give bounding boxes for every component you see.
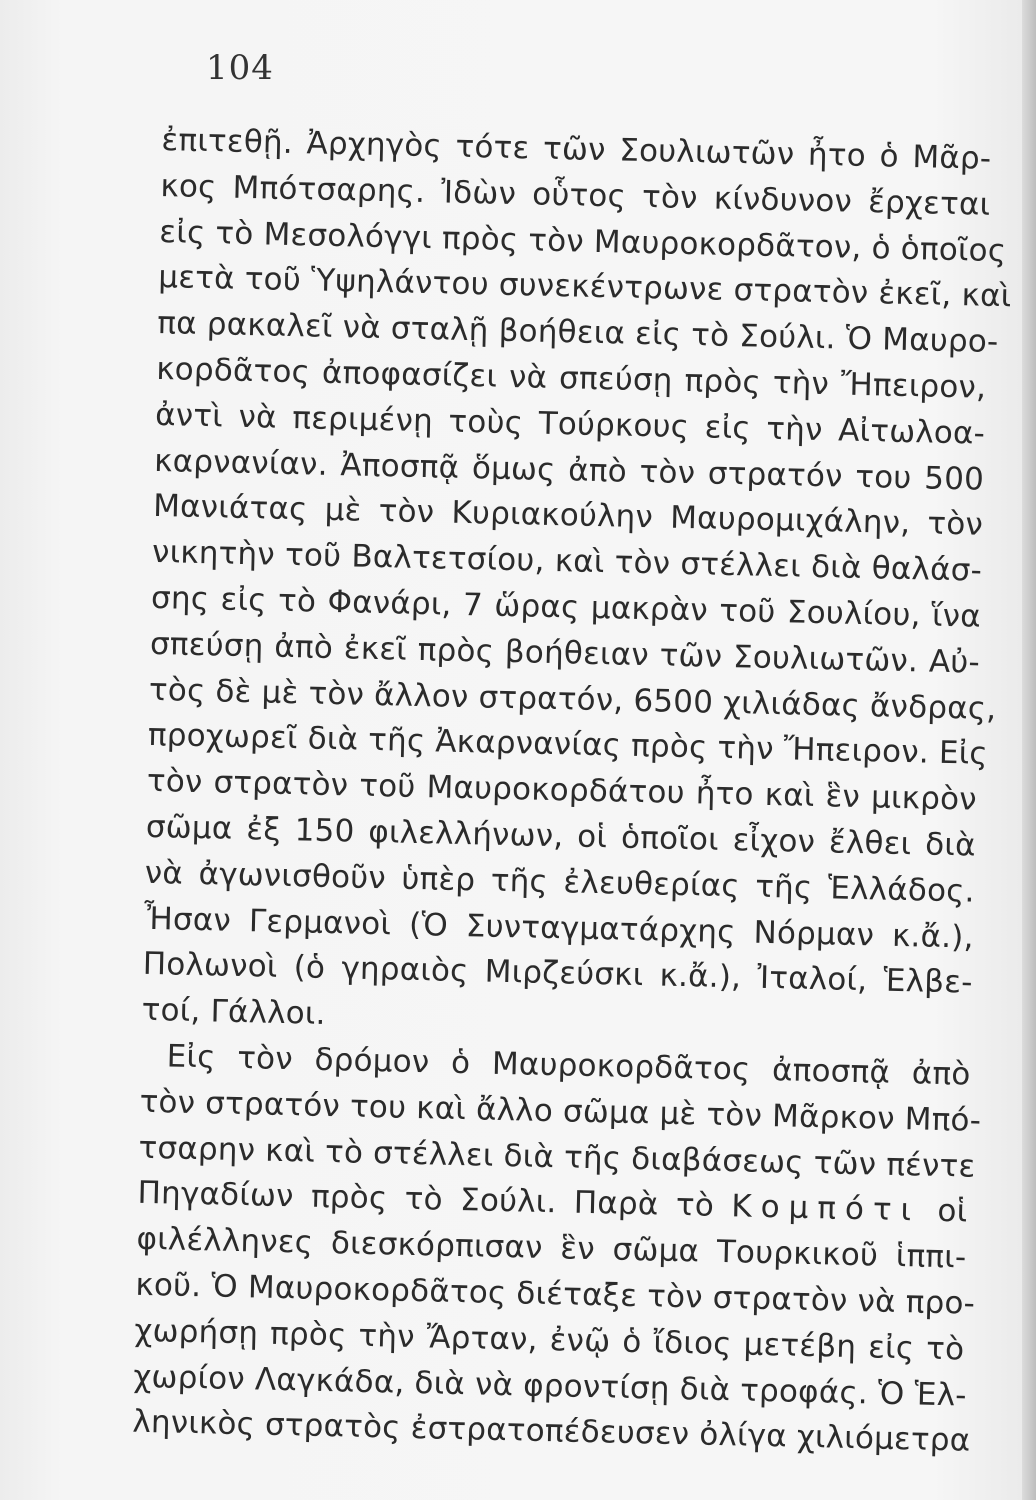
text-line: Πολωνοὶ (ὁ γηραιὸς Μιρζεύσκι κ.ἄ.), Ἰταλοί, Ἑλβε- (142, 946, 973, 1001)
page-number: 104 (206, 48, 274, 88)
text-line: τὸν στρατόν του καὶ ἄλλο σῶμα μὲ τὸν Μᾶρκον Μπό- (139, 1083, 982, 1139)
text-line: Μανιάτας μὲ τὸν Κυριακούλην Μαυρομιχάλην, τὸν (152, 488, 984, 544)
text-segment: Πηγαδίων πρὸς τὸ Σούλι. Παρὰ τὸ (137, 1175, 715, 1225)
text-line: ἀντὶ νὰ περιμένῃ τοὺς Τούρκους εἰς τὴν Αἰτωλοα- (154, 396, 986, 452)
text-line: τσαρην καὶ τὸ στέλλει διὰ τῆς διαβάσεως τῶν πέντε (138, 1129, 976, 1185)
body-text (132, 118, 1012, 1465)
spaced-place-name: Κομπότι (730, 1188, 921, 1229)
text-line: σῶμα ἐξ 150 φιλελλήνων, οἱ ὁποῖοι εἶχον ἔλθει διὰ (145, 808, 977, 864)
page-edge-shadow (1022, 0, 1036, 1500)
text-line: Ἦσαν Γερμανοὶ (Ὁ Συνταγματάρχης Νόρμαν κ.ἄ.), (143, 900, 975, 956)
text-line: μετὰ τοῦ Ὑψηλάντου συνεκέντρωνε στρατὸν ἐκεῖ, καὶ (157, 259, 1012, 315)
text-line: νικητὴν τοῦ Βαλτετσίου, καὶ τὸν στέλλει διὰ θαλάσ- (151, 534, 983, 589)
text-line: ληνικὸς στρατὸς ἐστρατοπέδευσεν ὀλίγα χιλιόμετρα (132, 1403, 971, 1459)
text-line: κος Μπότσαρης. Ἰδὼν οὗτος τὸν κίνδυνον ἔρχεται (160, 167, 991, 223)
text-segment: οἱ (937, 1193, 968, 1230)
text-line: πα ρακαλεῖ νὰ σταλῇ βοήθεια εἰς τὸ Σούλι. Ὁ Μαυρο- (156, 305, 999, 361)
text-line: καρνανίαν. Ἀποσπᾷ ὅμως ἀπὸ τὸν στρατόν του 500 (153, 442, 985, 498)
text-line: τοί, Γάλλοι. (141, 991, 327, 1033)
text-line: προχωρεῖ διὰ τῆς Ἀκαρνανίας πρὸς τὴν Ἤπειρον. Εἰς (147, 717, 989, 773)
text-line: φιλέλληνες διεσκόρπισαν ἓν σῶμα Τουρκικοῦ ἱππι- (136, 1220, 967, 1276)
text-line: χωρίον Λαγκάδα, διὰ νὰ φροντίσῃ διὰ τροφάς. Ὁ Ἑλ- (133, 1358, 968, 1414)
text-line: νὰ ἀγωνισθοῦν ὑπὲρ τῆς ἐλευθερίας τῆς Ἑλλάδος. (144, 854, 976, 910)
text-line: χωρήσῃ πρὸς τὴν Ἄρταν, ἐνῷ ὁ ἴδιος μετέβη εἰς τὸ (134, 1312, 965, 1368)
text-line: κοῦ. Ὁ Μαυροκορδᾶτος διέταξε τὸν στρατὸν νὰ προ- (135, 1266, 976, 1322)
text-line: σης εἰς τὸ Φανάρι, 7 ὥρας μακρὰν τοῦ Σουλίου, ἵνα (150, 579, 982, 635)
text-line: τὸς δὲ μὲ τὸν ἄλλον στρατόν, 6500 χιλιάδας ἄνδρας, (148, 671, 997, 727)
text-line: εἰς τὸ Μεσολόγγι πρὸς τὸν Μαυροκορδᾶτον, ὁ ὁποῖος (159, 213, 1007, 269)
text-line: τὸν στρατὸν τοῦ Μαυροκορδάτου ἦτο καὶ ἓν μικρὸν (146, 762, 978, 818)
text-line: Εἰς τὸν δρόμον ὁ Μαυροκορδᾶτος ἀποσπᾷ ἀπὸ (166, 1038, 971, 1093)
text-line: κορδᾶτος ἀποφασίζει νὰ σπεύσῃ πρὸς τὴν Ἤπειρον, (155, 350, 987, 406)
text-line: σπεύσῃ ἀπὸ ἐκεῖ πρὸς βοήθειαν τῶν Σουλιωτῶν. Αὐ- (149, 625, 981, 681)
text-line: ἐπιτεθῇ. Ἀρχηγὸς τότε τῶν Σουλιωτῶν ἦτο ὁ Μᾶρ- (161, 121, 992, 177)
